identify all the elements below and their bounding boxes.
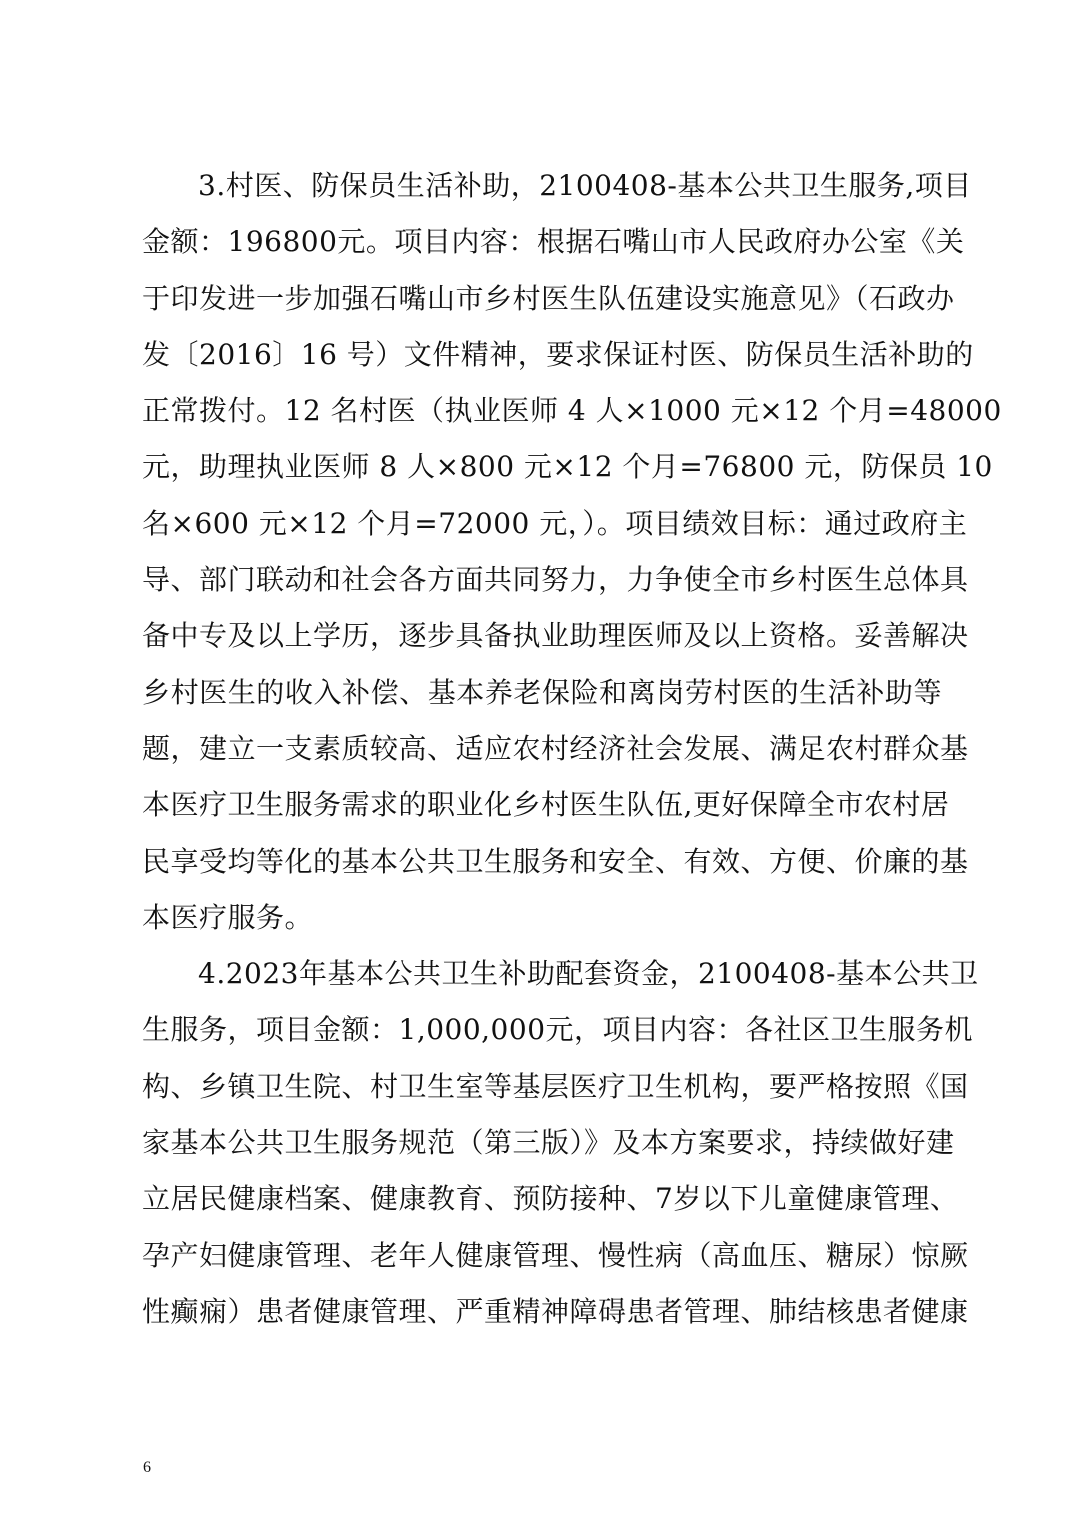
text-line: 备中专及以上学历，逐步具备执业助理医师及以上资格。妥善解决 xyxy=(142,619,969,653)
text-line: 性癫痫）患者健康管理、严重精神障碍患者管理、肺结核患者健康 xyxy=(142,1294,969,1328)
text-line: 元，助理执业医师 8 人×800 元×12 个月=76800 元，防保员 10 xyxy=(142,450,993,484)
text-line: 立居民健康档案、健康教育、预防接种、7岁以下儿童健康管理、 xyxy=(142,1182,959,1216)
text-line: 名×600 元×12 个月=72000 元，）。项目绩效目标：通过政府主 xyxy=(142,506,968,540)
text-line: 导、部门联动和社会各方面共同努力，力争使全市乡村医生总体具 xyxy=(142,563,969,597)
text-line: 3.村医、防保员生活补助，2100408-基本公共卫生服务,项目 xyxy=(198,169,972,202)
text-line: 民享受均等化的基本公共卫生服务和安全、有效、方便、价廉的基 xyxy=(142,844,969,878)
text-line: 4.2023年基本公共卫生补助配套资金，2100408-基本公共卫 xyxy=(198,957,979,991)
text-line: 于印发进一步加强石嘴山市乡村医生队伍建设实施意见》（石政办 xyxy=(142,281,955,315)
text-line: 正常拨付。12 名村医（执业医师 4 人×1000 元×12 个月=48000 xyxy=(142,394,1002,428)
text-line: 本医疗卫生服务需求的职业化乡村医生队伍,更好保障全市农村居 xyxy=(142,788,950,822)
text-line: 发〔2016〕16 号）文件精神，要求保证村医、防保员生活补助的 xyxy=(142,337,974,371)
text-line: 孕产妇健康管理、老年人健康管理、慢性病（高血压、糖尿）惊厥 xyxy=(142,1238,969,1272)
text-line: 乡村医生的收入补偿、基本养老保险和离岗劳村医的生活补助等 xyxy=(142,675,942,709)
body-text xyxy=(142,158,1002,1340)
text-line: 构、乡镇卫生院、村卫生室等基层医疗卫生机构，要严格按照《国 xyxy=(142,1069,969,1103)
text-line: 家基本公共卫生服务规范（第三版）》及本方案要求，持续做好建 xyxy=(142,1126,955,1160)
text-line: 题，建立一支素质较高、适应农村经济社会发展、满足农村群众基 xyxy=(142,731,969,765)
text-line: 本医疗服务。 xyxy=(142,900,314,934)
page-number: 6 xyxy=(143,1459,151,1476)
text-line: 金额：196800元。项目内容：根据石嘴山市人民政府办公室《关 xyxy=(142,225,965,259)
text-line: 生服务，项目金额：1,000,000元，项目内容：各社区卫生服务机 xyxy=(142,1013,974,1047)
